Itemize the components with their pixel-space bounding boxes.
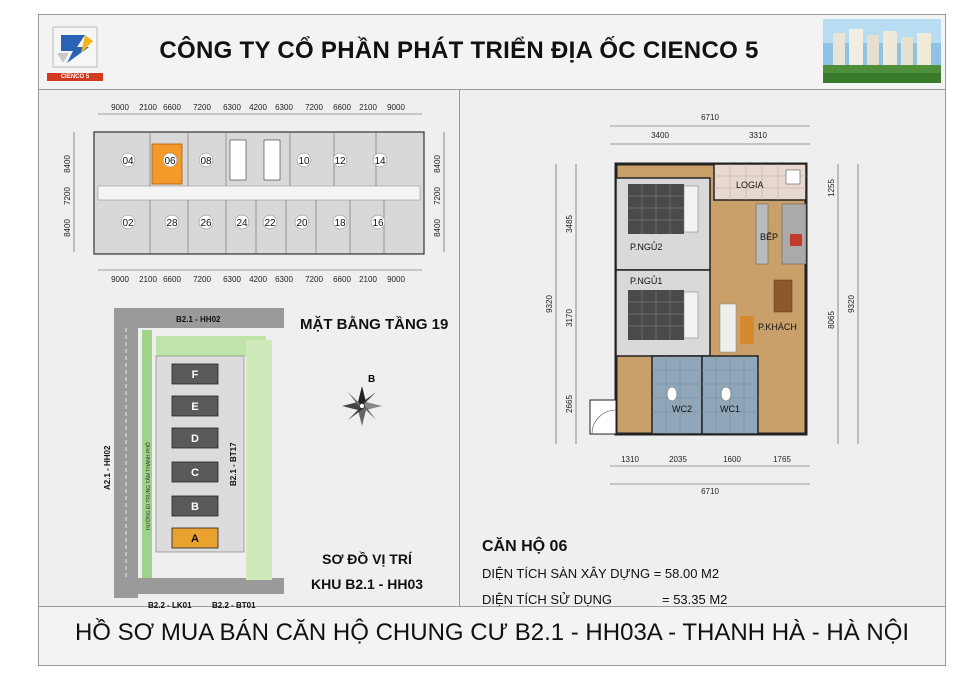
header bbox=[39, 15, 945, 90]
dim-label: 2100 bbox=[139, 103, 157, 112]
room-label-wc1: WC1 bbox=[720, 404, 740, 414]
site-label-left: A2.1 - HH02 bbox=[103, 445, 112, 490]
dim-label: 4200 bbox=[249, 275, 267, 284]
dim-label: 3400 bbox=[651, 131, 669, 140]
dim-label: 2100 bbox=[139, 275, 157, 284]
room-label-living: P.KHÁCH bbox=[758, 322, 797, 332]
dim-label: 7200 bbox=[305, 275, 323, 284]
dim-label: 9000 bbox=[387, 275, 405, 284]
block-label: D bbox=[191, 433, 199, 445]
site-label-right: B2.1 - BT17 bbox=[229, 442, 238, 486]
dim-label: 8065 bbox=[827, 311, 836, 329]
apartment-plan bbox=[520, 104, 890, 504]
dim-label: 6300 bbox=[223, 103, 241, 112]
dim-label: 7200 bbox=[193, 275, 211, 284]
unit-label: 08 bbox=[200, 156, 212, 167]
site-plan-zone: KHU B2.1 - HH03 bbox=[310, 576, 424, 592]
room-label-kitchen: BẾP bbox=[760, 232, 779, 242]
floor-plan-title: MẶT BẰNG TẦNG 19 bbox=[300, 316, 449, 333]
dim-label: 2100 bbox=[359, 103, 377, 112]
unit-label: 14 bbox=[374, 156, 386, 167]
site-plan-title: SƠ ĐỒ VỊ TRÍ bbox=[322, 551, 412, 567]
company-logo bbox=[47, 23, 103, 81]
logo-text: CIENCO 5 bbox=[47, 73, 103, 81]
dim-label: 8400 bbox=[433, 219, 442, 237]
room-label-bedroom1: P.NGỦ1 bbox=[630, 276, 663, 286]
dim-label: 1600 bbox=[723, 455, 741, 464]
dim-label: 9000 bbox=[111, 103, 129, 112]
dim-label: 3310 bbox=[749, 131, 767, 140]
use-area-label: DIỆN TÍCH SỬ DỤNG bbox=[482, 592, 613, 607]
site-label-bottom-right: B2.2 - BT01 bbox=[212, 601, 256, 610]
footer-title: HỒ SƠ MUA BÁN CĂN HỘ CHUNG CƯ B2.1 - HH03A - THANH HÀ - HÀ NỘI bbox=[74, 619, 910, 646]
compass-icon bbox=[340, 372, 390, 432]
dim-label: 9000 bbox=[111, 275, 129, 284]
block-label: B bbox=[191, 501, 199, 513]
use-area-value: = 53.35 M2 bbox=[662, 592, 728, 607]
dim-label: 9320 bbox=[847, 295, 856, 313]
site-plan bbox=[96, 300, 296, 620]
dim-label: 3170 bbox=[565, 309, 574, 327]
dim-label: 6600 bbox=[333, 103, 351, 112]
dim-label: 7200 bbox=[193, 103, 211, 112]
unit-label: 26 bbox=[200, 218, 212, 229]
dim-label: 6300 bbox=[275, 103, 293, 112]
dim-label: 2035 bbox=[669, 455, 687, 464]
block-label: A bbox=[191, 533, 199, 545]
dim-label: 1765 bbox=[773, 455, 791, 464]
room-label-bedroom2: P.NGỦ2 bbox=[630, 242, 663, 252]
block-label: F bbox=[191, 369, 199, 381]
unit-label: 20 bbox=[296, 218, 308, 229]
dim-label: 3485 bbox=[565, 215, 574, 233]
floor-plan bbox=[50, 92, 450, 292]
building-photo bbox=[823, 19, 941, 83]
unit-label: 24 bbox=[236, 218, 248, 229]
dim-label: 9000 bbox=[387, 103, 405, 112]
unit-label: 28 bbox=[166, 218, 178, 229]
company-name: CÔNG TY CỔ PHẦN PHÁT TRIỂN ĐỊA ỐC CIENCO 5 bbox=[159, 37, 759, 64]
apartment-title: CĂN HỘ 06 bbox=[482, 538, 568, 555]
dim-label: 9320 bbox=[545, 295, 554, 313]
unit-label: 16 bbox=[372, 218, 384, 229]
dim-label: 2100 bbox=[359, 275, 377, 284]
site-label-bottom-left: B2.2 - LK01 bbox=[148, 601, 192, 610]
dim-label: 8400 bbox=[63, 155, 72, 173]
dim-label: 6600 bbox=[163, 103, 181, 112]
room-label-logia: LOGIA bbox=[736, 180, 764, 190]
unit-label: 04 bbox=[122, 156, 134, 167]
dim-label: 6710 bbox=[701, 113, 719, 122]
room-label-wc2: WC2 bbox=[672, 404, 692, 414]
block-label: E bbox=[191, 401, 199, 413]
dim-label: 6600 bbox=[163, 275, 181, 284]
dim-label: 7200 bbox=[433, 187, 442, 205]
dim-label: 6300 bbox=[275, 275, 293, 284]
unit-label: 22 bbox=[264, 218, 276, 229]
dim-label: 2665 bbox=[565, 395, 574, 413]
section-divider bbox=[459, 89, 460, 607]
dim-label: 1255 bbox=[827, 179, 836, 197]
unit-label: 10 bbox=[298, 156, 310, 167]
unit-label: 18 bbox=[334, 218, 346, 229]
dim-label: 8400 bbox=[433, 155, 442, 173]
dim-label: 4200 bbox=[249, 103, 267, 112]
dim-label: 8400 bbox=[63, 219, 72, 237]
dim-label: 6300 bbox=[223, 275, 241, 284]
dim-label: 6710 bbox=[701, 487, 719, 496]
dim-label: 1310 bbox=[621, 455, 639, 464]
dim-label: 6600 bbox=[333, 275, 351, 284]
site-label-top: B2.1 - HH02 bbox=[176, 315, 221, 324]
block-label: C bbox=[191, 467, 199, 479]
compass-north-label: B bbox=[368, 374, 376, 385]
build-area: DIỆN TÍCH SÀN XÂY DỰNG = 58.00 M2 bbox=[482, 566, 720, 581]
unit-label: 02 bbox=[122, 218, 134, 229]
dim-label: 7200 bbox=[63, 187, 72, 205]
road-direction-label: HƯỚNG ĐI TRUNG TÂM THÀNH PHỐ bbox=[146, 442, 152, 530]
unit-label-highlighted: 06 bbox=[164, 156, 176, 167]
dim-label: 7200 bbox=[305, 103, 323, 112]
unit-label: 12 bbox=[334, 156, 346, 167]
